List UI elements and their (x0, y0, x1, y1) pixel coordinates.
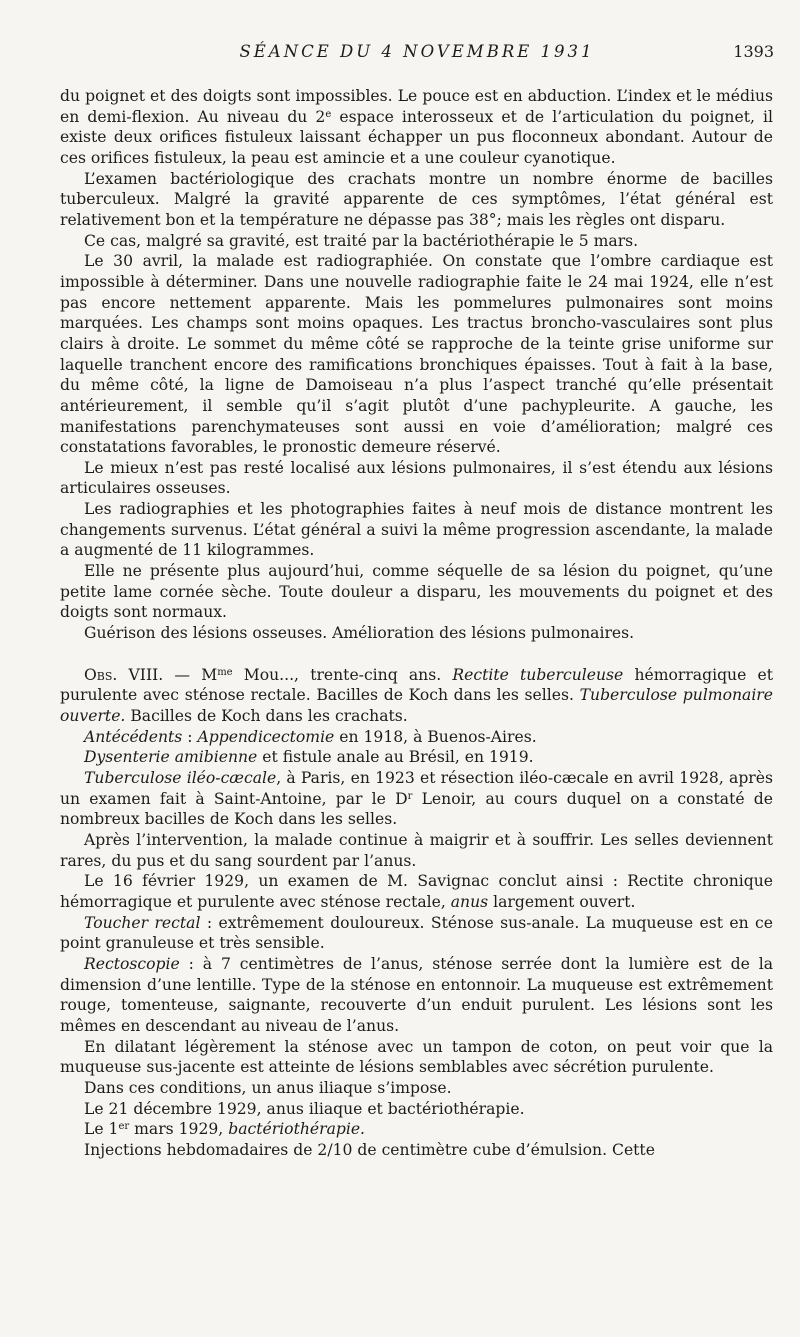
page-number: 1393 (733, 42, 774, 61)
paragraph-injections: Injections hebdomadaires de 2/10 de centimètre cube d’émulsion. Cette (84, 1140, 655, 1159)
paragraph-continued: du poignet et des doigts sont impossibles. Le pouce est en abduction. L’index et le médius en demi-flexion. Au niveau du 2e espace interosseux et de l’articulation du poignet, il existe deux orifices fistuleux laissant échapper un pus floconneux abondant. Autour de ces orifices fistuleux, la peau est amincie et a une couleur cyanotique. (60, 87, 773, 167)
paragraph-rectal-exam: Toucher rectal : extrêmement douloureux. Sténose sus-anale. La muqueuse est en ce point granuleuse et très sensible. (60, 913, 773, 953)
page-header (60, 42, 774, 66)
paragraph-december: Le 21 décembre 1929, anus iliaque et bactériothérapie. (84, 1099, 525, 1118)
paragraph-cure: Guérison des lésions osseuses. Amélioration des lésions pulmonaires. (84, 624, 635, 643)
paragraph-conditions: Dans ces conditions, un anus iliaque s’impose. (84, 1078, 452, 1097)
running-head: SÉANCE DU 4 NOVEMBRE 1931 (239, 42, 595, 61)
paragraph-bacteriology: L’examen bactériologique des crachats montre un nombre énorme de bacilles tuberculeux. Malgré la gravité apparente de ces symptômes, l’état général est relativement bon et la température ne dépasse pas 38°; mais les règles ont disparu. (60, 169, 773, 229)
paragraph-rectoscopy: Rectoscopie : à 7 centimètres de l’anus, sténose serrée dont la lumière est de la dimension d’une lentille. Type de la sténose en entonnoir. La muqueuse est extrêmement rouge, tomenteuse, saignante, recouverte d’un enduit purulent. Les lésions sont les mêmes en descendant au niveau de l’anus. (60, 954, 773, 1035)
paragraph-ileocaecal: Tuberculose iléo-cæcale, à Paris, en 1923 et résection iléo-cæcale en avril 1928, après un examen fait à Saint-Antoine, par le $D^r$ Lenoir, au cours duquel on a constaté de nombreux bacilles de Koch dans les selles. (60, 769, 773, 829)
paragraph-improvement: Le mieux n’est pas resté localisé aux lésions pulmonaires, il s’est étendu aux lésions articulaires osseuses. (60, 458, 773, 498)
paragraph-dilatation: En dilatant légèrement la sténose avec un tampon de coton, on peut voir que la muqueuse sus-jacente est atteinte de lésions semblables avec sécrétion purulente. (60, 1037, 773, 1077)
paragraph-after-intervention: Après l’intervention, la malade continue à maigrir et à souffrir. Les selles deviennent rares, du pus et du sang sourdent par l’anus. (60, 830, 773, 870)
paragraph-savignac-exam: Le 16 février 1929, un examen de M. Savignac conclut ainsi : Rectite chronique hémorragique et purulente avec sténose rectale, anus largement ouvert. (60, 872, 773, 911)
observation-heading: Obs. VIII. — $M^{me}$ Mou..., trente-cinq ans. Rectite tuberculeuse hémorragique et purulente avec sténose rectale. Bacilles de Koch dans les selles. Tuberculose pulmonaire ouverte. Bacilles de Koch dans les crachats. (60, 665, 774, 726)
paragraph-treatment: Ce cas, malgré sa gravité, est traité par la bactériothérapie le 5 mars. (84, 231, 639, 250)
paragraph-dysentery: Dysenterie amibienne et fistule anale au Brésil, en 1919. (84, 748, 534, 767)
paragraph-antecedents: Antécédents : Appendicectomie en 1918, à Buenos-Aires. (84, 727, 537, 746)
paragraph-sequel: Elle ne présente plus aujourd’hui, comme séquelle de sa lésion du poignet, qu’une petite lame cornée sèche. Toute douleur a disparu, les mouvements du poignet et des doigts sont normaux. (60, 562, 773, 622)
paragraph-radiography: Le 30 avril, la malade est radiographiée. On constate que l’ombre cardiaque est impossible à déterminer. Dans une nouvelle radiographie faite le 24 mai 1924, elle n’est pas encore nettement apparente. Mais les pommelures pulmonaires sont moins marquées. Les champs sont moins opaques. Les tractus broncho-vasculaires sont plus clairs à droite. Le sommet du même côté se rapproche de la teinte grise uniforme sur laquelle tranchent encore des ramifications bronchiques épaisses. Tout à fait à la base, du même côté, la ligne de Damoiseau n’a plus l’aspect tranché qu’elle présentait antérieurement, il semble qu’il s’agit plutôt d’une pachypleurite. A gauche, les manifestations parenchymateuses sont aussi en voie d’amélioration; malgré ces constatations favorables, le pronostic demeure réservé. (60, 252, 773, 457)
paragraph-march: Le 1er mars 1929, bactériothérapie. (84, 1120, 366, 1139)
paragraph-photographs: Les radiographies et les photographies faites à neuf mois de distance montrent les changements survenus. L’état général a suivi la même progression ascendante, la malade a augmenté de 11 kilogrammes. (60, 500, 773, 560)
article-body (60, 86, 773, 1160)
